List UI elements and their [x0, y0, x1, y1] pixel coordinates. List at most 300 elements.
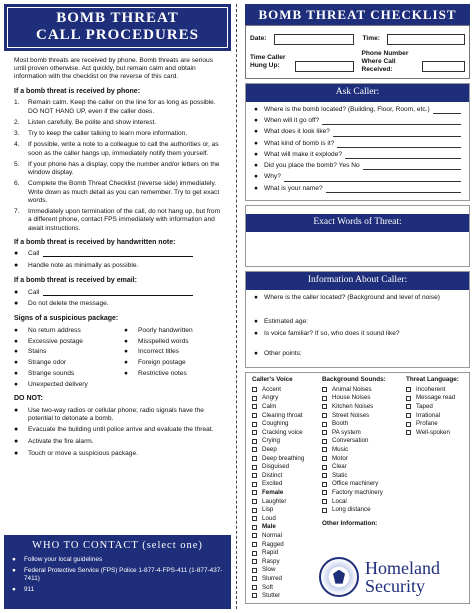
step-number: 1. [14, 99, 20, 107]
checkbox[interactable] [322, 447, 327, 452]
checkbox[interactable] [322, 413, 327, 418]
checkbox[interactable] [252, 499, 257, 504]
ask-question-label: When will it go off? [264, 117, 320, 125]
checkbox-label: Rapid [262, 549, 279, 557]
answer-line[interactable] [322, 118, 461, 125]
checkbox-label: Slow [262, 566, 276, 574]
checkbox-item[interactable] [322, 428, 404, 437]
bullet-icon: ● [124, 326, 128, 334]
ask-question-label: Where is the bomb located? (Building, Floor, Room, etc.) [264, 105, 430, 113]
step-text: Complete the Bomb Threat Checklist (reverse side) immediately. Write down as much detail as you can remember. Try to get exact words. [28, 180, 220, 204]
checkbox[interactable] [252, 404, 257, 409]
package-sign [124, 348, 224, 356]
call-details-form [245, 25, 470, 79]
checkbox[interactable] [252, 482, 257, 487]
donot-item [14, 426, 221, 435]
checkbox-label: Distinct [262, 471, 283, 479]
checkbox-item[interactable] [322, 489, 404, 498]
ask-question [254, 151, 461, 159]
package-sign-label: Poorly handwritten [138, 326, 193, 334]
checklist-panel [245, 4, 470, 609]
package-sign [14, 370, 124, 378]
contact-text: 911 [24, 586, 35, 594]
checkbox-label: Music [332, 446, 349, 453]
checkbox[interactable] [322, 422, 327, 427]
checkbox-label: Static [332, 471, 348, 479]
call-blank[interactable] [43, 250, 193, 257]
checkbox[interactable] [252, 413, 257, 418]
date-field[interactable] [274, 34, 354, 45]
list-item: ● Call [14, 250, 221, 259]
checkbox-label: Booth [332, 420, 349, 428]
ask-question-label: Did you place the bomb? Yes No [264, 162, 360, 170]
contact-option[interactable] [12, 567, 223, 583]
donot-text: Use two-way radios or cellular phone; radio signals have the potential to detonate a bomb. [28, 406, 204, 422]
checkbox-item[interactable] [252, 403, 320, 412]
phone-step [14, 180, 221, 205]
checkbox-label: Taped [416, 403, 433, 411]
ask-question [254, 128, 461, 136]
list-item: ● Call [14, 289, 221, 298]
checkbox-item[interactable] [322, 463, 404, 472]
phone-field[interactable] [422, 61, 465, 72]
ask-question-label: Why? [264, 173, 281, 181]
dhs-seal-icon [319, 557, 359, 597]
donot-item [14, 438, 221, 447]
step-number: 7. [14, 208, 20, 216]
ask-question-label: What kind of bomb is it? [264, 139, 335, 147]
bullet-icon: ● [14, 437, 19, 445]
checkbox-item[interactable] [252, 506, 320, 515]
checkbox-item[interactable] [252, 523, 320, 532]
donot-text: Activate the fire alarm. [28, 437, 94, 445]
phone-step [14, 161, 221, 177]
checkbox-item[interactable] [322, 394, 404, 403]
package-sign [14, 348, 124, 356]
bullet-icon: ● [254, 117, 258, 125]
checkbox[interactable] [252, 533, 257, 538]
checkbox-label: Deep [262, 446, 277, 453]
checkbox-label: Profane [416, 420, 438, 428]
checkbox-item[interactable] [252, 463, 320, 472]
bullet-icon: ● [254, 293, 258, 301]
step-text: If your phone has a display, copy the number and/or letters on the window display. [28, 160, 220, 177]
bullet-icon: ● [14, 406, 19, 414]
package-sign [124, 370, 224, 378]
checkbox-label: Motor [332, 454, 348, 462]
package-sign [14, 359, 124, 367]
info-question-label: Where is the caller located? (Background and level of noise) [264, 293, 440, 301]
checkbox-item[interactable] [252, 566, 320, 575]
ask-question [254, 106, 461, 114]
dhs-logo: Homeland Security [317, 553, 467, 601]
package-sign [124, 381, 224, 389]
checkbox-label: Incoherent [416, 385, 446, 393]
ask-question [254, 173, 461, 181]
list-item: ● Do not delete the message. [14, 300, 109, 308]
checkbox[interactable] [322, 430, 327, 435]
ask-caller-section [245, 83, 470, 201]
checkbox-item[interactable] [252, 549, 320, 558]
cut-line [236, 4, 237, 609]
checkbox-item[interactable] [252, 471, 320, 480]
checkbox-item[interactable] [322, 403, 404, 412]
info-question [254, 330, 461, 338]
contact-text: Federal Protective Service (FPS) Police 1-877-4-FPS-411 (1-877-437-7411) [24, 567, 223, 583]
exact-words-section [245, 205, 470, 267]
package-heading: Signs of a suspicious package: [14, 315, 119, 323]
checkbox-label: Loud [262, 514, 276, 522]
language-column: Threat Language: Incoherent Message read Taped Irrational Profane Well-spoken [406, 376, 466, 601]
checkbox-label: Long distance [332, 506, 371, 514]
checkbox[interactable] [252, 585, 257, 590]
other-info-label: Other Information: [322, 520, 378, 528]
email-heading: If a bomb threat is received by email: [14, 276, 137, 284]
checkbox-label: PA system [332, 428, 361, 436]
checkbox-item[interactable] [322, 411, 404, 420]
checkbox[interactable] [406, 404, 411, 409]
checkbox[interactable] [252, 576, 257, 581]
phone-step [14, 130, 221, 138]
step-number: 3. [14, 130, 20, 138]
checkbox[interactable] [252, 490, 257, 495]
phone-step [14, 208, 221, 233]
checkbox-item[interactable] [322, 471, 404, 480]
checkbox-label: Office machinery [332, 480, 379, 488]
checkbox[interactable] [406, 387, 411, 392]
voice-column: Caller's Voice Accent Angry Calm Clearing throat Coughing Cracking voice Crying Deep Deep breathing Disguised Distinct Excited Female Laughter Lisp Loud Male Normal Ragged Rapid Raspy Slow Slurred Soft Stutter [252, 376, 320, 601]
checkbox[interactable] [322, 396, 327, 401]
package-sign [14, 338, 124, 346]
checkbox-label: House Noises [332, 394, 371, 402]
step-number: 5. [14, 160, 20, 168]
answer-line[interactable] [284, 175, 461, 182]
checkbox-item[interactable] [322, 497, 404, 506]
ask-question-label: What is your name? [264, 184, 323, 192]
checkbox-label: Conversation [332, 437, 369, 445]
answer-line[interactable] [333, 130, 461, 137]
checkbox[interactable] [252, 430, 257, 435]
handwritten-heading: If a bomb threat is received by handwritten note: [14, 238, 176, 246]
checkbox-item[interactable] [322, 446, 404, 455]
bullet-icon: ● [254, 150, 258, 158]
bullet-icon: ● [14, 348, 18, 356]
phone-step [14, 119, 221, 127]
time-caller-field[interactable] [295, 61, 353, 72]
time-caller-label: Time Caller Hung Up: [250, 54, 286, 69]
checkbox[interactable] [322, 439, 327, 444]
phone-step [14, 141, 221, 157]
bullet-icon: ● [14, 359, 18, 367]
phone-label: Phone Number Where Call Received: [361, 50, 409, 73]
checkbox-label: Female [262, 488, 284, 496]
checkbox-label: Crying [262, 437, 280, 445]
checkbox-item[interactable] [252, 532, 320, 541]
checkbox-label: Excited [262, 480, 283, 488]
checkbox[interactable] [322, 499, 327, 504]
step-text: Remain calm. Keep the caller on the line for as long as possible. DO NOT HANG UP, even if the caller does. [28, 99, 216, 115]
checkbox-label: Laughter [262, 497, 287, 505]
procedures-panel [4, 4, 231, 609]
checkbox[interactable] [252, 593, 257, 598]
ask-question [254, 140, 461, 148]
checkbox[interactable] [406, 430, 411, 435]
answer-line[interactable] [337, 141, 461, 148]
answer-line[interactable] [433, 107, 461, 114]
checkbox-item[interactable] [406, 420, 466, 429]
package-sign-label: Unexpected delivery [28, 380, 88, 388]
package-sign-label: Incorrect titles [138, 348, 180, 356]
package-sign-label: Strange odor [28, 359, 67, 367]
checkbox-item[interactable] [252, 446, 320, 455]
package-sign-label: Restrictive notes [138, 369, 187, 377]
checkbox[interactable] [406, 422, 411, 427]
bullet-icon: ● [124, 348, 128, 356]
donot-item [14, 450, 221, 459]
checkbox-label: Irrational [416, 411, 441, 419]
contact-option[interactable] [12, 556, 223, 564]
list-item: ● Handle note as minimally as possible. [14, 262, 139, 270]
checkbox-label: Stutter [262, 592, 281, 600]
checkbox-label: Angry [262, 394, 279, 402]
package-sign [14, 381, 124, 389]
checkbox[interactable] [406, 413, 411, 418]
bullet-icon: ● [14, 369, 18, 377]
contact-box [4, 535, 231, 609]
checkbox-item[interactable] [252, 394, 320, 403]
checkbox[interactable] [252, 456, 257, 461]
bullet-icon: ● [124, 369, 128, 377]
checkbox-item[interactable] [252, 385, 320, 394]
checkbox[interactable] [322, 387, 327, 392]
checkbox-label: Disguised [262, 463, 290, 471]
checkbox-item[interactable] [406, 394, 466, 403]
checkbox-label: Coughing [262, 420, 289, 428]
checkbox-item[interactable] [406, 403, 466, 412]
ask-question [254, 117, 461, 125]
step-text: Immediately upon termination of the call, do not hang up, but from a different phone, contact FPS immediately with information and await instructions. [28, 208, 221, 232]
info-question-label: Is voice familiar? If so, who does it sound like? [264, 330, 400, 338]
intro-text: Most bomb threats are received by phone. Bomb threats are serious until proven otherwise. Act quickly, but remain calm and obtain information with the checklist on the reverse of this card. [14, 57, 214, 81]
checkbox[interactable] [252, 396, 257, 401]
checkbox-item[interactable] [322, 437, 404, 446]
date-label: Date: [250, 34, 267, 42]
checkbox-label: Street Noises [332, 411, 370, 419]
bullet-icon: ● [14, 337, 18, 345]
checkbox-label: Local [332, 497, 347, 505]
step-text: Try to keep the caller talking to learn more information. [28, 130, 188, 138]
info-question [254, 294, 461, 302]
bullet-icon: ● [254, 330, 258, 338]
checkbox-label: Animal Noises [332, 385, 372, 393]
checkbox-item[interactable] [252, 428, 320, 437]
checkbox[interactable] [252, 439, 257, 444]
bullet-icon: ● [12, 556, 16, 564]
answer-line[interactable] [326, 186, 461, 193]
bullet-icon: ● [254, 173, 258, 181]
checkbox-item[interactable] [252, 497, 320, 506]
exact-words-area[interactable] [246, 232, 469, 268]
email-list [14, 289, 221, 310]
checkbox-item[interactable] [406, 411, 466, 420]
step-text: Listen carefully. Be polite and show interest. [28, 118, 157, 126]
contact-title: WHO TO CONTACT (select one) [32, 540, 203, 551]
checkbox-item[interactable] [252, 454, 320, 463]
checkbox[interactable] [252, 422, 257, 427]
package-sign [14, 327, 124, 335]
checkbox[interactable] [252, 559, 257, 564]
checkbox-item[interactable] [322, 480, 404, 489]
package-signs-grid [14, 327, 221, 389]
checkbox-label: Raspy [262, 557, 280, 565]
checkbox-label: Deep breathing [262, 454, 305, 462]
bullet-icon: ● [14, 426, 19, 434]
checkbox-item[interactable] [406, 428, 466, 437]
checkbox-label: Message read [416, 394, 456, 402]
step-number: 6. [14, 180, 20, 188]
checkbox[interactable] [322, 508, 327, 513]
package-sign [124, 359, 224, 367]
checkbox[interactable] [252, 568, 257, 573]
answer-line[interactable] [363, 163, 461, 170]
contact-option[interactable] [12, 586, 223, 594]
answer-line[interactable] [345, 152, 461, 159]
handwritten-list [14, 250, 221, 271]
bullet-icon: ● [254, 350, 258, 358]
bullet-icon: ● [124, 359, 128, 367]
checkbox[interactable] [252, 473, 257, 478]
checkbox-item[interactable] [322, 454, 404, 463]
checkbox-item[interactable] [252, 480, 320, 489]
checkbox-label: Calm [262, 403, 277, 411]
bullet-icon: ● [12, 586, 16, 594]
checkbox[interactable] [252, 551, 257, 556]
package-sign-label: Stains [28, 348, 47, 356]
background-column: Background Sounds: Animal Noises House Noises Kitchen Noises Street Noises Booth PA system Conversation Music Motor Clear Static Office machinery Factory machinery Local Long distance Other Information: [322, 376, 404, 601]
checkbox-label: Well-spoken [416, 428, 450, 436]
package-sign [124, 338, 224, 346]
characteristics-section [245, 372, 470, 604]
step-text: If possible, write a note to a colleague to call the authorities or, as soon as the caller hangs up, immediately notify them yourself. [28, 141, 219, 157]
checkbox-label: Normal [262, 531, 282, 539]
checkbox-label: Slurred [262, 574, 282, 582]
bullet-icon: ● [254, 317, 258, 325]
bullet-icon: ● [254, 139, 258, 147]
phone-step [14, 99, 221, 115]
checkbox-label: Factory machinery [332, 488, 383, 496]
donot-text: Evacuate the building until police arrive and evaluate the threat. [28, 426, 214, 434]
bullet-icon: ● [14, 380, 18, 388]
bullet-icon: ● [254, 128, 258, 136]
caller-info-title: Information About Caller: [246, 272, 469, 290]
checkbox[interactable] [322, 473, 327, 478]
info-question-label: Estimated age: [264, 317, 308, 325]
checkbox[interactable] [252, 387, 257, 392]
time-label: Time: [362, 34, 380, 42]
checkbox-item[interactable] [252, 574, 320, 583]
bullet-icon: ● [14, 449, 19, 457]
checkbox-item[interactable] [252, 437, 320, 446]
checkbox[interactable] [322, 490, 327, 495]
bullet-icon: ● [254, 184, 258, 192]
checkbox-item[interactable] [252, 540, 320, 549]
checkbox[interactable] [252, 447, 257, 452]
time-field[interactable] [387, 34, 465, 45]
phone-steps-list [14, 99, 221, 232]
bullet-icon: ● [254, 162, 258, 170]
checkbox-item[interactable] [252, 411, 320, 420]
bullet-icon: ● [12, 567, 16, 575]
checkbox-item[interactable] [252, 489, 320, 498]
ask-caller-title: Ask Caller: [246, 84, 469, 102]
donot-heading: DO NOT: [14, 394, 43, 402]
bullet-icon: ● [254, 105, 258, 113]
checkbox[interactable] [252, 508, 257, 513]
checkbox-item[interactable] [252, 592, 320, 601]
contact-text: Follow your local guidelines [24, 556, 103, 564]
checkbox-item[interactable] [322, 385, 404, 394]
ask-question-label: What does it look like? [264, 128, 330, 136]
donot-item [14, 407, 221, 423]
package-sign [124, 327, 224, 335]
checkbox-label: Ragged [262, 540, 284, 548]
donot-list [14, 407, 221, 459]
info-question [254, 350, 461, 358]
package-sign-label: Misspelled words [138, 337, 189, 345]
checkbox-label: Clear [332, 463, 347, 471]
checkbox-label: Accent [262, 385, 281, 393]
donot-text: Touch or move a suspicious package. [28, 449, 138, 457]
checkbox-item[interactable] [322, 506, 404, 515]
exact-words-title: Exact Words of Threat: [246, 214, 469, 232]
checkbox-item[interactable] [252, 583, 320, 592]
checkbox-label: Kitchen Noises [332, 403, 374, 411]
checkbox[interactable] [252, 465, 257, 470]
ask-question-label: What will make it explode? [264, 150, 343, 158]
checkbox-label: Male [262, 523, 276, 531]
call-blank[interactable] [43, 289, 193, 296]
checkbox-item[interactable] [322, 420, 404, 429]
step-number: 4. [14, 141, 20, 149]
checkbox-item[interactable] [252, 557, 320, 566]
package-sign-label: Excessive postage [28, 337, 83, 345]
checkbox-item[interactable] [252, 420, 320, 429]
checkbox[interactable] [322, 456, 327, 461]
package-sign-label: Strange sounds [28, 369, 75, 377]
checkbox-item[interactable] [406, 385, 466, 394]
checkbox[interactable] [322, 404, 327, 409]
package-sign-label: Foreign postage [138, 359, 186, 367]
bullet-icon: ● [124, 337, 128, 345]
checkbox[interactable] [252, 525, 257, 530]
ask-question [254, 185, 461, 193]
checkbox[interactable] [406, 396, 411, 401]
package-sign-label: No return address [28, 326, 81, 334]
checkbox[interactable] [252, 542, 257, 547]
checkbox-label: Cracking voice [262, 428, 303, 436]
checkbox[interactable] [252, 516, 257, 521]
checklist-title: BOMB THREAT CHECKLIST [245, 4, 470, 25]
phone-heading: If a bomb threat is received by phone: [14, 87, 141, 95]
bullet-icon: ● [14, 326, 18, 334]
procedures-title: BOMB THREAT CALL PROCEDURES [4, 4, 231, 51]
checkbox-item[interactable] [252, 514, 320, 523]
info-question-label: Other points: [264, 350, 302, 358]
contact-list [12, 556, 223, 594]
checkbox[interactable] [322, 482, 327, 487]
info-question [254, 318, 461, 326]
checkbox[interactable] [322, 465, 327, 470]
